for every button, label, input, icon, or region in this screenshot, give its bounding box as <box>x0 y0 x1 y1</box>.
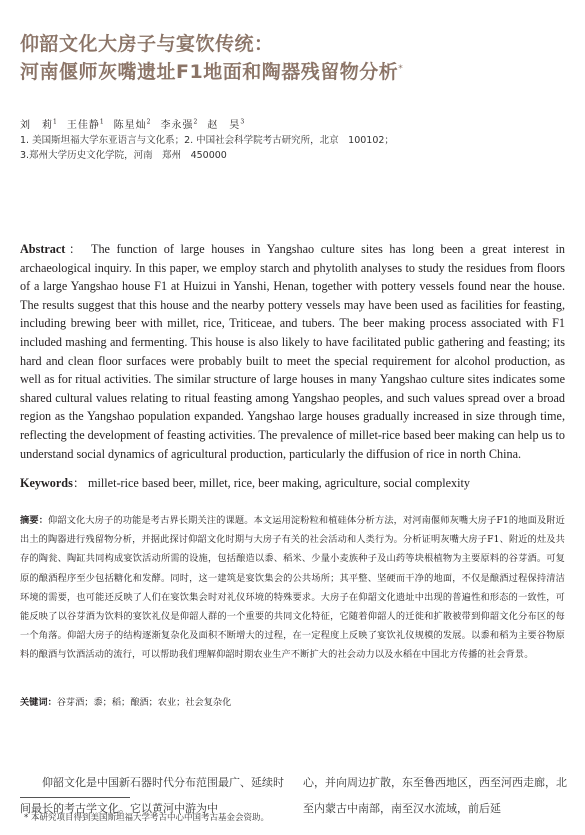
author-list <box>20 116 254 131</box>
author-affiliation-marker: 2 <box>146 118 151 126</box>
cn-abstract-separator: ： <box>38 515 49 526</box>
affiliation-line-2: 3.郑州大学历史文化学院，河南 郑州 450000 <box>20 150 227 161</box>
author <box>67 120 104 131</box>
keywords-text: millet-rice based beer, millet, rice, beer making, agriculture, social complexity <box>88 476 470 490</box>
english-keywords <box>20 474 565 493</box>
author-name: 刘 莉 <box>20 120 53 131</box>
abstract-text: The function of large houses in Yangshao culture sites has long been a great interest in archaeological inquiry. In this paper, we employ starch and phytolith analyses to study the residues from floors of a large Yangshao house F1 at Huizui in Yanshi, Henan, together with pottery vessels found near the house. The results suggest that this house and the nearby pottery vessels may have been used as facilities for feasting, including brewing beer with millet, rice, Triticeae, and tubers. The beer making process associated with F1 included mashing and fermenting. This house is also likely to have facilitated public gathering and feasting; its hard and clean floor surfaces were probably built to meet the special requirement for alcohol production, as well as for ritual activities. The similar structure of large houses in many Yangshao culture sites indicates some shared cultural values relating to ritual feasting among Yangshao peoples, and such values spread over a broad region as the Yangshao population expanded. Yangshao large houses gradually increased in size through time, reflecting the development of feasting activities. The prevalence of millet-rice based beer making can help us to understand social dynamics of agricultural production, particularly the diffusion of rice in north China. <box>20 242 565 461</box>
title-footnote-marker: * <box>398 64 404 74</box>
title-line-2 <box>20 58 565 86</box>
cn-keywords-separator: ： <box>47 697 57 708</box>
footnote: * 本研究项目得到美国斯坦福大学考古中心中国考古基金会资助。 <box>24 813 269 823</box>
chinese-abstract <box>20 511 565 665</box>
cn-keywords-label: 关键词 <box>20 697 48 708</box>
author <box>207 120 244 131</box>
author <box>160 120 197 131</box>
author <box>20 120 57 131</box>
body-column-right: 心，并向周边扩散，东至鲁西地区，西至河西走廊，北至内蒙古中南部，南至汉水流域，前后延 <box>303 776 567 815</box>
author-name: 陈星灿 <box>113 120 147 131</box>
abstract-label: Abstract <box>20 242 66 256</box>
cn-abstract-text: 仰韶文化大房子的功能是考古界长期关注的课题。本文运用淀粉粒和植硅体分析方法，对河南偃师灰嘴大房子F1的地面及附近出土的陶器进行残留物分析，并据此探讨仰韶文化时期与大房子有关的社会活动和人类行为。分析证明灰嘴大房子F1、附近的灶及共存的陶瓮、陶缸共同构成宴饮活动所需的设施，包括酿造以黍、稻米、少量小麦族种子及山药等块根植物为主要原料的谷芽酒。可复原的酿酒程序至少包括糖化和发酵。同时，这一建筑是宴饮集会的公共场所；其平整、坚硬而干净的地面，不仅是酿酒过程保持清洁环境的需要，也可能还反映了人们在宴饮集会时对礼仪环境的特殊要求。大房子在仰韶文化遗址中出现的普遍性和形态的一致性，可能反映了以谷芽酒为饮料的宴饮礼仪是仰韶人群的一个重要的共同文化特征，它随着仰韶人的迁徙和扩散被带到仰韶文化分布区的每一个角落。仰韶大房子的结构逐渐复杂化及面积不断增大的过程，在一定程度上反映了宴饮礼仪规模的发展。以黍和稻为主要谷物原料的酿酒与饮酒活动的流行，可以帮助我们理解仰韶时期农业生产不断扩大的社会动力以及水稻在中国北方传播的社会背景。 <box>20 515 565 661</box>
author-affiliation-marker: 3 <box>240 118 245 126</box>
author-affiliation-marker: 1 <box>99 118 104 126</box>
title-line-1: 仰韶文化大房子与宴饮传统： <box>20 33 274 55</box>
cn-keywords-text: 谷芽酒；黍；稻；酿酒；农业；社会复杂化 <box>56 697 232 708</box>
body-column-left: 仰韶文化是中国新石器时代分布范围最广、延续时间最长的考古学文化。它以黄河中游为中 <box>20 776 284 815</box>
article-title <box>20 30 565 86</box>
author-affiliation-marker: 1 <box>53 118 57 126</box>
keywords-separator: ： <box>72 476 85 490</box>
affiliation-line-1: 1. 美国斯坦福大学东亚语言与文化系；2. 中国社会科学院考古研究所，北京 100102； <box>20 135 394 146</box>
keywords-label: Keywords <box>20 476 73 490</box>
affiliations <box>20 133 565 163</box>
chinese-keywords <box>20 694 565 712</box>
cn-abstract-label: 摘要 <box>20 515 39 526</box>
footnote-divider <box>20 797 130 798</box>
author-name: 赵 昊 <box>207 120 241 131</box>
abstract-separator: ： <box>65 242 85 256</box>
author-name: 李永强 <box>160 120 194 131</box>
author <box>114 120 151 131</box>
author-name: 王佳静 <box>66 120 100 131</box>
author-affiliation-marker: 2 <box>193 118 198 126</box>
title-line-2-text: 河南偃师灰嘴遗址F1地面和陶器残留物分析 <box>20 61 399 83</box>
english-abstract <box>20 240 565 463</box>
